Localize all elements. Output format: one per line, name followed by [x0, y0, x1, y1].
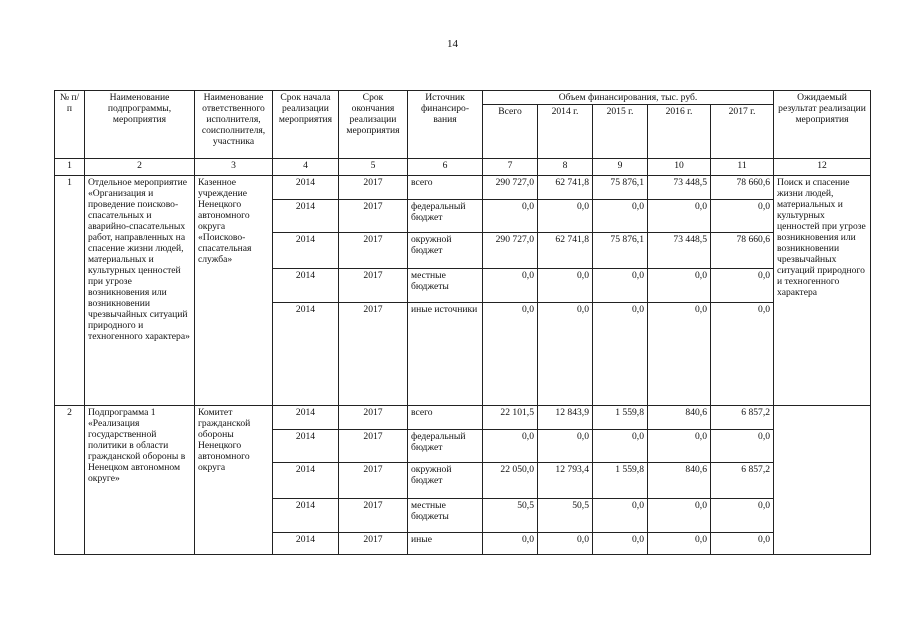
header-source: Источник финансиро-вания [408, 91, 483, 159]
amount-2015: 1 559,8 [593, 406, 648, 430]
column-number: 9 [593, 159, 648, 176]
amount-2015: 75 876,1 [593, 233, 648, 269]
table-row [55, 406, 871, 430]
amount-2015: 1 559,8 [593, 463, 648, 499]
amount-total: 290 727,0 [483, 233, 538, 269]
amount-total: 0,0 [483, 269, 538, 303]
amount-2015: 0,0 [593, 303, 648, 406]
header-end: Срок окончания реализации мероприятия [339, 91, 408, 159]
amount-2014: 0,0 [538, 430, 593, 463]
header-start: Срок начала реализации мероприятия [273, 91, 339, 159]
end-year: 2017 [339, 533, 408, 555]
column-number: 12 [774, 159, 871, 176]
start-year: 2014 [273, 176, 339, 200]
amount-2017: 0,0 [711, 499, 774, 533]
amount-2014: 12 843,9 [538, 406, 593, 430]
measure-name: Подпрограмма 1 «Реализация государственной политики в области гражданской обороны в Ненецком автономном округе» [85, 406, 195, 555]
expected-result: Поиск и спасение жизни людей, материальных и культурных ценностей при угрозе возникновения или возникновении чрезвычайных ситуаций природного и техногенного характера [774, 176, 871, 406]
amount-2017: 0,0 [711, 303, 774, 406]
column-number: 6 [408, 159, 483, 176]
amount-total: 22 101,5 [483, 406, 538, 430]
start-year: 2014 [273, 463, 339, 499]
page-number: 14 [447, 38, 458, 50]
financing-table [54, 90, 871, 555]
column-number: 3 [195, 159, 273, 176]
amount-2017: 0,0 [711, 430, 774, 463]
start-year: 2014 [273, 233, 339, 269]
header-funding-group: Объем финансирования, тыс. руб. [483, 91, 774, 105]
start-year: 2014 [273, 303, 339, 406]
column-number: 1 [55, 159, 85, 176]
amount-2016: 0,0 [648, 200, 711, 233]
amount-2014: 50,5 [538, 499, 593, 533]
amount-2014: 0,0 [538, 533, 593, 555]
column-number: 10 [648, 159, 711, 176]
column-number: 8 [538, 159, 593, 176]
column-number-row [55, 159, 871, 176]
expected-result [774, 406, 871, 555]
start-year: 2014 [273, 200, 339, 233]
amount-2014: 62 741,8 [538, 176, 593, 200]
end-year: 2017 [339, 269, 408, 303]
end-year: 2017 [339, 430, 408, 463]
funding-source: иные [408, 533, 483, 555]
amount-2016: 73 448,5 [648, 176, 711, 200]
header-total: Всего [483, 105, 538, 159]
amount-2017: 6 857,2 [711, 463, 774, 499]
amount-2016: 840,6 [648, 406, 711, 430]
amount-2015: 0,0 [593, 533, 648, 555]
funding-source: всего [408, 406, 483, 430]
start-year: 2014 [273, 269, 339, 303]
column-number: 4 [273, 159, 339, 176]
amount-2017: 6 857,2 [711, 406, 774, 430]
measure-name: Отдельное мероприятие «Организация и проведение поисково-спасательных и аварийно-спасательных работ, направленных на спасение жизни людей, материальных и культурных ценностей при угрозе возникновения или возникновении чрезвычайных ситуаций природного и техногенного характера» [85, 176, 195, 406]
row-num: 1 [55, 176, 85, 406]
amount-2017: 78 660,6 [711, 176, 774, 200]
column-number: 5 [339, 159, 408, 176]
amount-2016: 0,0 [648, 430, 711, 463]
amount-2016: 0,0 [648, 269, 711, 303]
end-year: 2017 [339, 463, 408, 499]
header-name: Наименование подпрограммы, мероприятия [85, 91, 195, 159]
amount-total: 290 727,0 [483, 176, 538, 200]
amount-2015: 0,0 [593, 430, 648, 463]
start-year: 2014 [273, 406, 339, 430]
amount-2017: 0,0 [711, 269, 774, 303]
executor: Комитет гражданской обороны Ненецкого автономного округа [195, 406, 273, 555]
amount-total: 0,0 [483, 533, 538, 555]
end-year: 2017 [339, 176, 408, 200]
amount-total: 50,5 [483, 499, 538, 533]
row-num: 2 [55, 406, 85, 555]
amount-2015: 75 876,1 [593, 176, 648, 200]
header-2016: 2016 г. [648, 105, 711, 159]
amount-2016: 840,6 [648, 463, 711, 499]
amount-total: 0,0 [483, 200, 538, 233]
column-number: 7 [483, 159, 538, 176]
header-row-1 [55, 91, 871, 105]
amount-2016: 73 448,5 [648, 233, 711, 269]
amount-2014: 0,0 [538, 200, 593, 233]
header-2015: 2015 г. [593, 105, 648, 159]
funding-source: иные источники [408, 303, 483, 406]
end-year: 2017 [339, 200, 408, 233]
amount-2016: 0,0 [648, 533, 711, 555]
end-year: 2017 [339, 303, 408, 406]
amount-2015: 0,0 [593, 200, 648, 233]
amount-2017: 78 660,6 [711, 233, 774, 269]
amount-total: 0,0 [483, 430, 538, 463]
amount-2014: 0,0 [538, 269, 593, 303]
end-year: 2017 [339, 233, 408, 269]
funding-source: местные бюджеты [408, 499, 483, 533]
amount-2015: 0,0 [593, 269, 648, 303]
start-year: 2014 [273, 499, 339, 533]
amount-2014: 0,0 [538, 303, 593, 406]
funding-source: окружной бюджет [408, 233, 483, 269]
column-number: 11 [711, 159, 774, 176]
start-year: 2014 [273, 533, 339, 555]
funding-source: всего [408, 176, 483, 200]
start-year: 2014 [273, 430, 339, 463]
funding-source: федеральный бюджет [408, 200, 483, 233]
header-executor: Наименование ответственного исполнителя, соисполнителя, участника [195, 91, 273, 159]
header-2014: 2014 г. [538, 105, 593, 159]
funding-source: местные бюджеты [408, 269, 483, 303]
amount-2014: 12 793,4 [538, 463, 593, 499]
funding-source: федеральный бюджет [408, 430, 483, 463]
amount-2015: 0,0 [593, 499, 648, 533]
amount-2016: 0,0 [648, 499, 711, 533]
amount-2017: 0,0 [711, 533, 774, 555]
end-year: 2017 [339, 406, 408, 430]
amount-2014: 62 741,8 [538, 233, 593, 269]
amount-total: 22 050,0 [483, 463, 538, 499]
amount-total: 0,0 [483, 303, 538, 406]
column-number: 2 [85, 159, 195, 176]
header-result: Ожидаемый результат реализации мероприятия [774, 91, 871, 159]
funding-source: окружной бюджет [408, 463, 483, 499]
table-row [55, 176, 871, 200]
header-num: № п/п [55, 91, 85, 159]
amount-2017: 0,0 [711, 200, 774, 233]
amount-2016: 0,0 [648, 303, 711, 406]
end-year: 2017 [339, 499, 408, 533]
header-2017: 2017 г. [711, 105, 774, 159]
executor: Казенное учреждение Ненецкого автономного округа «Поисково-спасательная служба» [195, 176, 273, 406]
